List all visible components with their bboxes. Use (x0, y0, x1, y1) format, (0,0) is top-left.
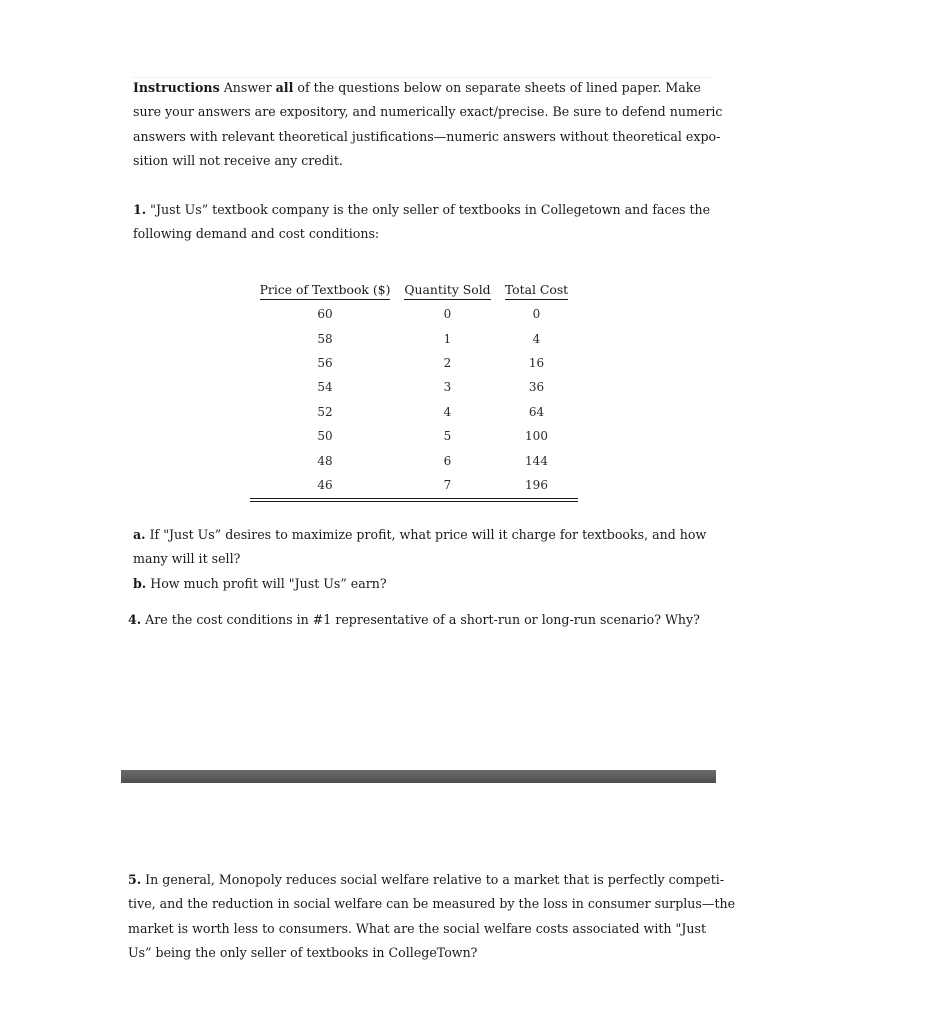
price-cell: 50 (317, 429, 333, 444)
price-cell: 56 (317, 355, 333, 370)
page-separator-bar (121, 770, 716, 783)
table-bottom-rule (250, 498, 578, 502)
question-text: following demand and cost conditions: (133, 226, 380, 242)
table-row (250, 351, 578, 375)
instructions-text: sure your answers are expository, and numerically exact/precise. Be sure to defend numeric (133, 104, 723, 120)
quantity-cell: 0 (443, 307, 452, 322)
demand-cost-table (250, 278, 578, 502)
price-cell: 58 (317, 331, 333, 346)
question-number: 4. (128, 612, 142, 627)
question-number: 5. (128, 872, 142, 887)
quantity-cell: 5 (443, 429, 452, 444)
table-row (250, 400, 578, 424)
question-1 (133, 198, 711, 247)
quantity-cell: 1 (443, 331, 452, 346)
price-cell: 60 (317, 307, 333, 322)
price-cell: 48 (317, 453, 333, 468)
part-b-text: How much profit will "Just Us” earn? (150, 575, 387, 591)
question-number: 1. (133, 202, 147, 217)
column-header: Price of Textbook ($) (250, 278, 400, 302)
quantity-cell: 4 (443, 404, 452, 419)
question-text: "Just Us” textbook company is the only seller of textbooks in Collegetown and faces the (150, 202, 711, 217)
cost-cell: 100 (525, 429, 548, 444)
quantity-cell: 2 (443, 355, 452, 370)
quantity-cell: 3 (443, 380, 452, 395)
table-row (250, 302, 578, 326)
question-parts (133, 523, 707, 596)
question-4 (128, 608, 698, 632)
cost-cell: 0 (532, 307, 541, 322)
question-text: tive, and the reduction in social welfare can be measured by the loss in consumer surplus—the (128, 896, 736, 912)
instructions-text: sition will not receive any credit. (133, 152, 343, 168)
price-cell: 46 (317, 477, 333, 492)
cost-cell: 196 (525, 477, 548, 492)
instructions-emphasis: all (275, 80, 294, 95)
question-text: market is worth less to consumers. What are the social welfare costs associated with "Just (128, 920, 707, 936)
table-row (250, 375, 578, 399)
cost-cell: 144 (525, 453, 548, 468)
column-header: Quantity Sold (400, 278, 495, 302)
part-a-text: If "Just Us” desires to maximize profit, what price will it charge for textbooks, and how (149, 527, 707, 542)
cost-cell: 36 (528, 380, 545, 395)
table-row (250, 424, 578, 448)
column-header: Total Cost (495, 278, 578, 302)
table-header-row (250, 278, 578, 302)
part-b-label: b. (133, 575, 147, 591)
instructions-text: of the questions below on separate sheets of lined paper. Make (297, 80, 701, 95)
part-a-text: many will it sell? (133, 551, 241, 567)
cost-cell: 64 (528, 404, 545, 419)
price-cell: 52 (317, 404, 333, 419)
question-text: Are the cost conditions in #1 representative of a short-run or long-run scenario? Why? (145, 612, 700, 627)
quantity-cell: 6 (443, 453, 452, 468)
instructions-text: answers with relevant theoretical justifications—numeric answers without theoretical expo- (133, 128, 721, 144)
question-5 (128, 868, 736, 965)
cost-cell: 4 (532, 331, 541, 346)
instructions-paragraph (133, 76, 723, 173)
quantity-cell: 7 (443, 477, 452, 492)
price-cell: 54 (317, 380, 333, 395)
part-a-label: a. (133, 527, 146, 542)
cost-cell: 16 (528, 355, 545, 370)
table-row (250, 448, 578, 472)
table-row (250, 473, 578, 497)
table-row (250, 326, 578, 350)
instructions-label: Instructions (133, 80, 220, 95)
question-text: In general, Monopoly reduces social welfare relative to a market that is perfectly competi- (145, 872, 725, 887)
instructions-text: Answer (223, 80, 272, 95)
question-text: Us” being the only seller of textbooks in CollegeTown? (128, 944, 478, 960)
